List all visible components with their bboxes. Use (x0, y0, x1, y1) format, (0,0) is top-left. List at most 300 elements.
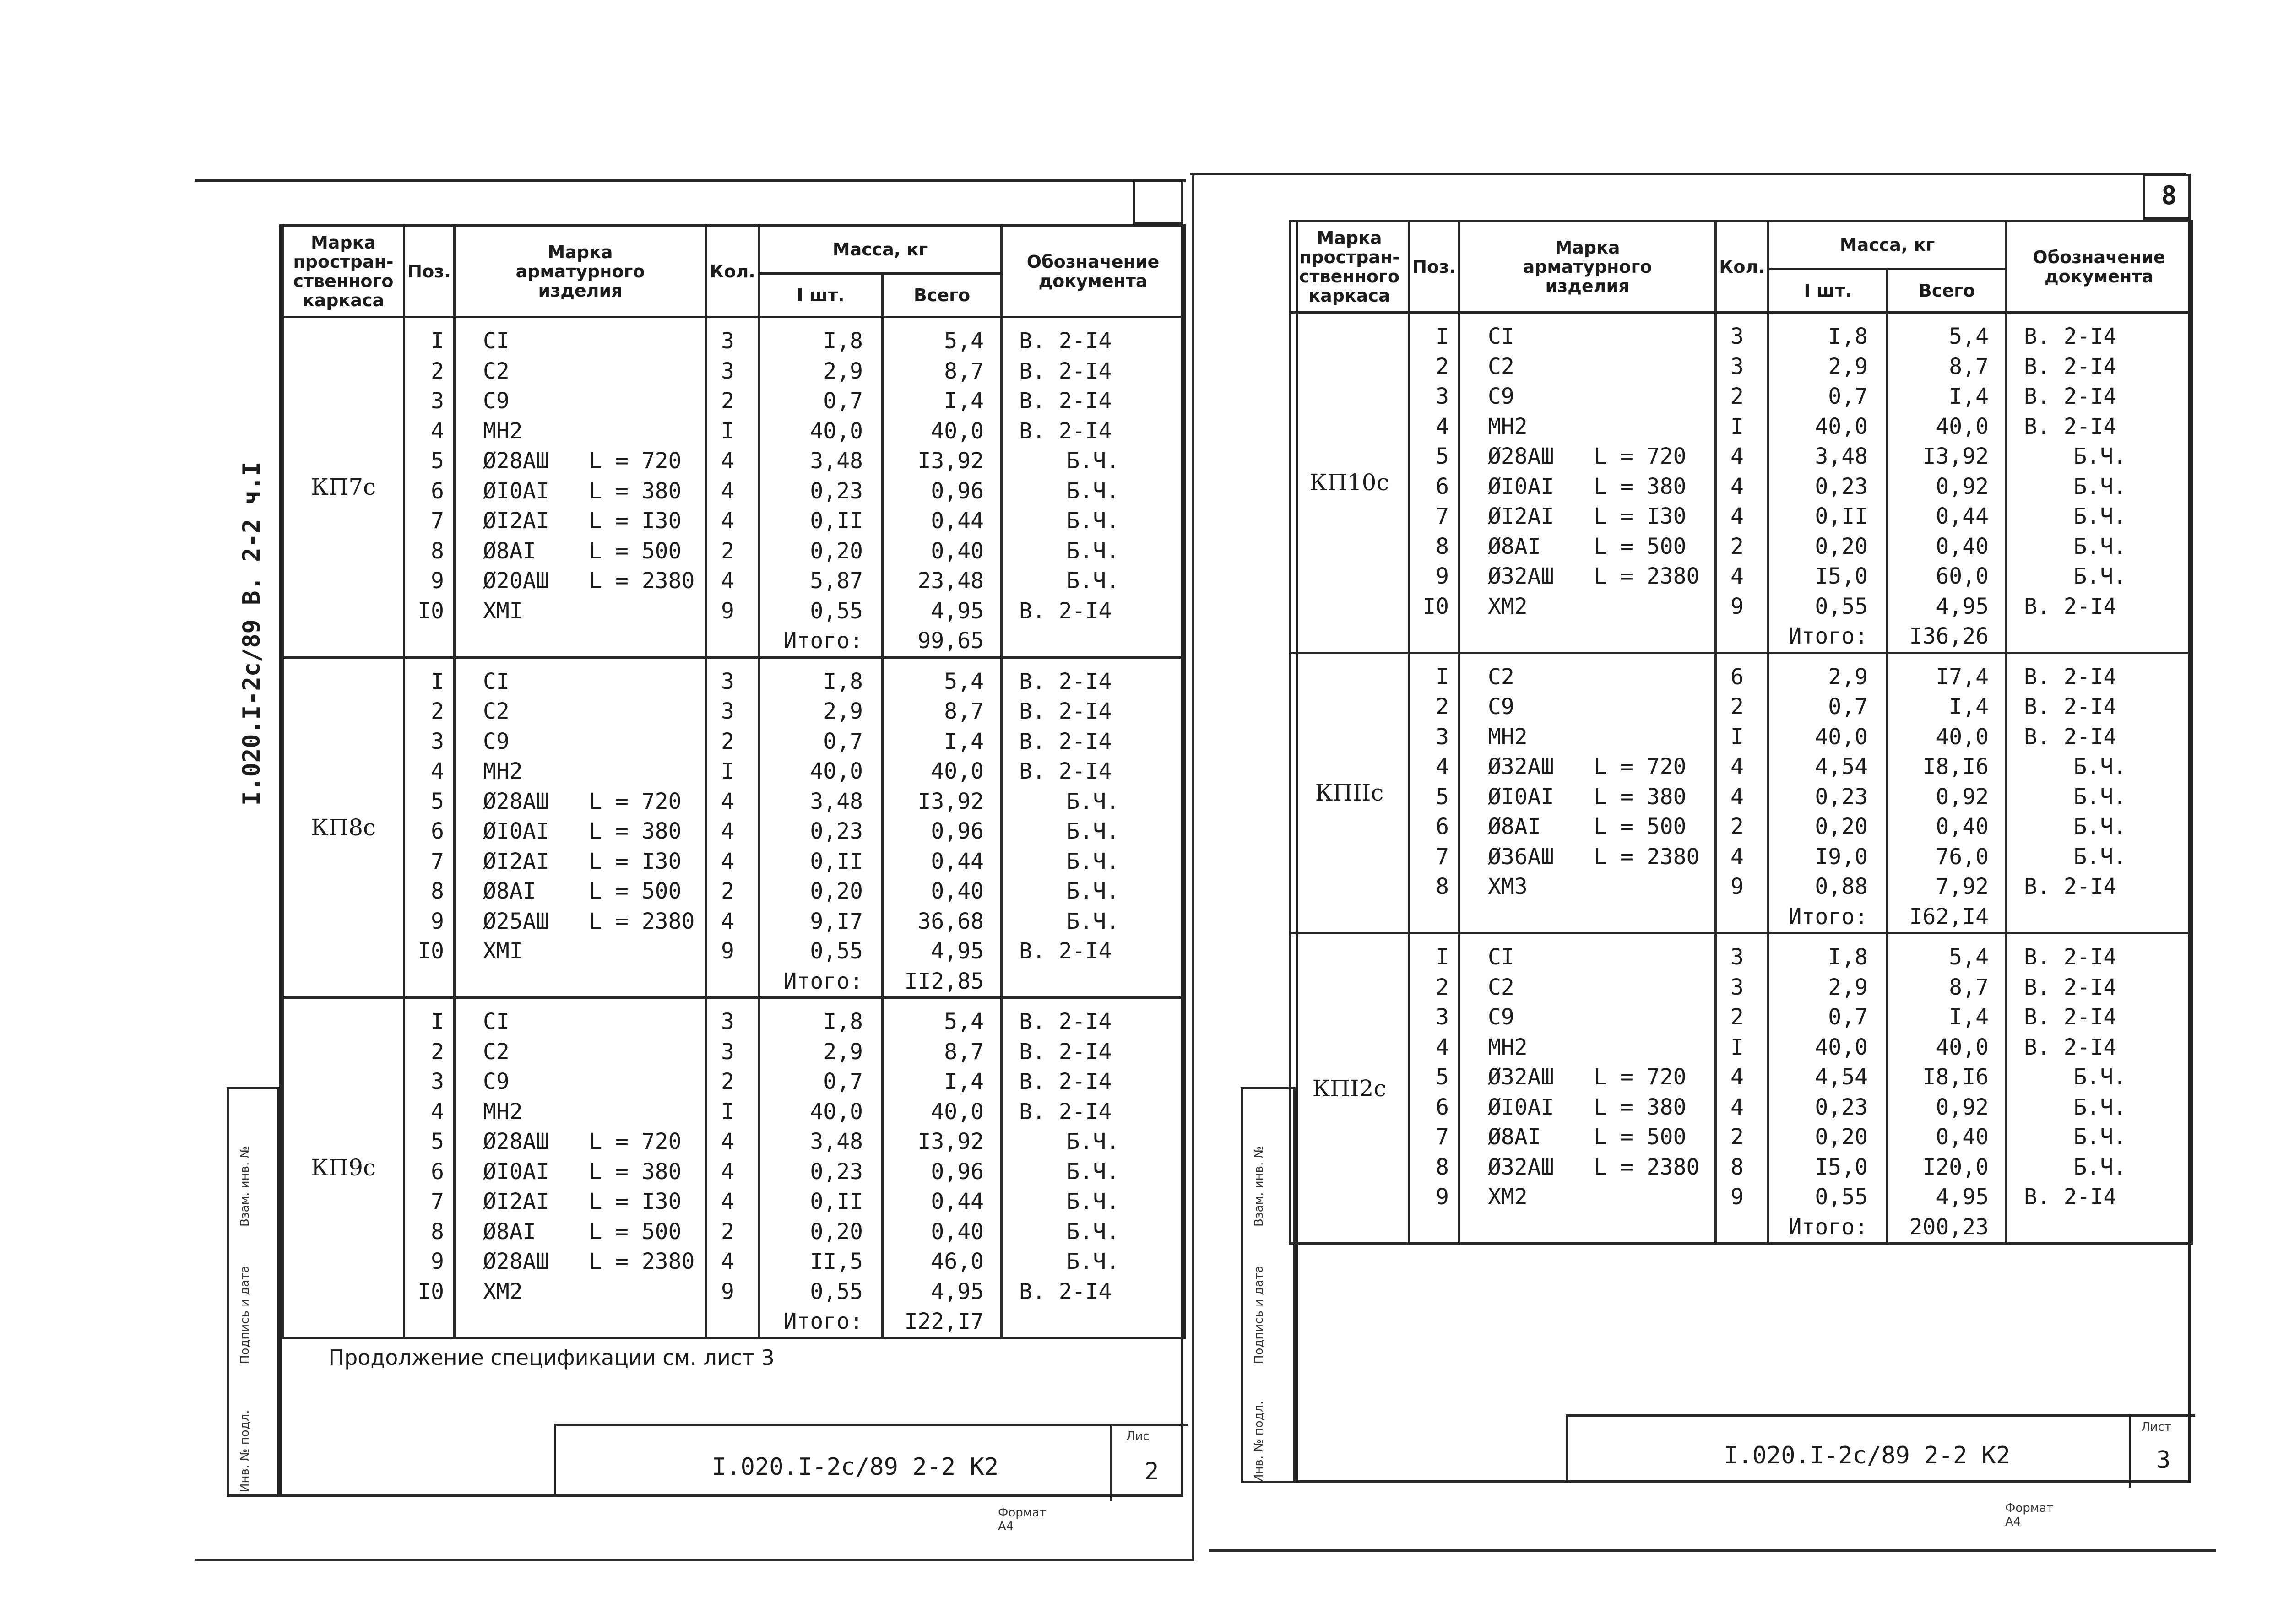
group-mark: КП10с (1290, 313, 1409, 653)
cell-text: 0,7 (823, 1069, 863, 1094)
cell-text: I3,92 (917, 448, 984, 474)
cell-text (1410, 902, 1458, 932)
group-mark: КП8с (283, 657, 404, 998)
cell-text: 4,95 (1936, 593, 1989, 619)
cell-text: 0,55 (1815, 1184, 1868, 1210)
doc-cell (2007, 313, 2192, 653)
cell-text: ХМ3 (1488, 874, 1528, 899)
cell-text: 4 (721, 1249, 734, 1274)
cell-text: 40,0 (931, 758, 984, 784)
cell-text: 2 (1730, 1124, 1744, 1150)
left-format: Формат А4 (998, 1506, 1047, 1533)
cell-text: Б.Ч. (1066, 818, 1119, 844)
right-sheet-box (2129, 1414, 2195, 1488)
cell-text: 4 (1436, 1034, 1449, 1060)
cell-text: 40,0 (810, 758, 863, 784)
right-stamp-column (1241, 1087, 1296, 1483)
cell-text: В. 2-I4 (2024, 413, 2117, 439)
cell-text: 8 (1436, 1154, 1449, 1180)
mass-total-cell (1888, 653, 2007, 933)
cell-text: ØI0АI L = 380 (483, 1158, 682, 1185)
cell-text: 0,23 (1815, 473, 1868, 499)
cell-text: 4 (431, 418, 444, 444)
cell-text: 9 (1730, 874, 1744, 899)
cell-text: С9 (1488, 384, 1514, 409)
cell-text: Б.Ч. (2073, 473, 2126, 499)
cell-text: Ø32АШ L = 2380 (1488, 1154, 1700, 1180)
cell-text: Б.Ч. (1066, 568, 1119, 594)
left-title-block (554, 1424, 1183, 1497)
mass-one-cell (1768, 933, 1888, 1244)
cell-text: МН2 (1488, 724, 1528, 750)
cell-text: В. 2-I4 (2024, 353, 2117, 379)
cell-text: 2 (1730, 1004, 1744, 1030)
cell-text (2007, 622, 2191, 652)
group-row (1290, 313, 2192, 653)
cell-text: Б.Ч. (2073, 1154, 2126, 1180)
pos-cell (1409, 933, 1459, 1244)
cell-text: 4 (721, 1129, 734, 1154)
cell-text (707, 967, 758, 997)
cell-text: II2,85 (904, 968, 984, 994)
pos-cell (404, 657, 455, 998)
cell-text: I22,I7 (904, 1309, 984, 1334)
cell-text: 4 (721, 1158, 734, 1185)
cell-text: СI (483, 328, 510, 354)
cell-text: I0 (418, 1278, 444, 1305)
cell-text: В. 2-I4 (1019, 598, 1112, 624)
cell-text: 2 (721, 878, 734, 904)
cell-text: 4 (1730, 1094, 1744, 1120)
cell-text: Б.Ч. (1066, 848, 1119, 874)
cell-text: 40,0 (1936, 724, 1989, 750)
mass-one-cell (759, 657, 883, 998)
qty-cell (1716, 313, 1768, 653)
cell-text (456, 626, 705, 656)
cell-text: ХМI (483, 938, 523, 964)
cell-text: I (721, 1099, 734, 1125)
cell-text: В. 2-I4 (1019, 758, 1112, 784)
cell-text: 7 (1436, 503, 1449, 529)
cell-text: В. 2-I4 (1019, 1009, 1112, 1034)
cell-text: 3 (431, 388, 444, 414)
cell-text: С2 (1488, 353, 1514, 379)
cell-text: 2,9 (1828, 974, 1868, 1000)
mass-total-cell (883, 998, 1002, 1338)
cell-text: В. 2-I4 (1019, 938, 1112, 964)
mass-total-cell (883, 657, 1002, 998)
cell-text: I0 (1422, 593, 1449, 619)
left-doc-code: I.020.I-2с/89 2-2 К2 (712, 1453, 999, 1481)
cell-text: 3 (1436, 724, 1449, 750)
cell-text: I (721, 758, 734, 784)
cell-text: Итого: (783, 968, 863, 994)
cell-text: 3 (431, 728, 444, 754)
group-row (283, 998, 1185, 1338)
mass-one-cell (1768, 653, 1888, 933)
cell-text: Итого: (1788, 623, 1868, 649)
doc-cell (2007, 653, 2192, 933)
cell-text: В. 2-I4 (1019, 698, 1112, 724)
cell-text (456, 967, 705, 997)
cell-text: Ø8АI L = 500 (1488, 1124, 1687, 1150)
cell-text: Б.Ч. (1066, 878, 1119, 904)
cell-text: 3,48 (810, 788, 863, 814)
cell-text: I,8 (823, 1009, 863, 1034)
cell-text: I,4 (1949, 1004, 1989, 1030)
cell-text: 3 (721, 328, 734, 354)
right-title-block (1566, 1414, 2191, 1483)
cell-text: 0,40 (931, 878, 984, 904)
cell-text: Итого: (783, 628, 863, 654)
cell-text: 4 (1436, 413, 1449, 439)
cell-text: 3,48 (1815, 444, 1868, 469)
header-one: I шт. (759, 274, 883, 317)
header-mark-frame: Марка простран- ственного каркаса (283, 226, 404, 317)
cell-text: В. 2-I4 (1019, 1099, 1112, 1125)
cell-text: 0,20 (810, 1218, 863, 1245)
cell-text: Б.Ч. (2073, 814, 2126, 839)
right-sheet-no: 3 (2156, 1446, 2171, 1474)
cell-text: Б.Ч. (2073, 444, 2126, 469)
right-corner-number: 8 (2161, 181, 2177, 211)
cell-text: 7 (431, 848, 444, 874)
cell-text: 0,96 (931, 478, 984, 504)
cell-text: С9 (483, 728, 510, 754)
cell-text: 5,4 (944, 328, 984, 354)
cell-text: В. 2-I4 (2024, 694, 2117, 720)
cell-text: 200,23 (1909, 1214, 1989, 1240)
cell-text: I20,0 (1922, 1154, 1989, 1180)
cell-text: 4 (1730, 784, 1744, 810)
cell-text: Ø20АШ L = 2380 (483, 568, 695, 594)
cell-text: ØI2АI L = I30 (483, 508, 682, 534)
cell-text: I,4 (944, 728, 984, 754)
cell-text: ØI2АI L = I30 (1488, 503, 1687, 529)
cell-text: 2,9 (1828, 353, 1868, 379)
stamp-label-podpis: Подпись и дата (238, 1265, 252, 1364)
cell-text: I0 (418, 938, 444, 964)
stamp-label-inv: Инв. № подл. (238, 1410, 252, 1492)
qty-cell (1716, 933, 1768, 1244)
cell-text: 40,0 (810, 418, 863, 444)
cell-text: 6 (1730, 664, 1744, 690)
cell-text (1003, 626, 1183, 656)
cell-text: В. 2-I4 (1019, 328, 1112, 354)
cell-text: I0 (418, 598, 444, 624)
cell-text: 0,55 (1815, 593, 1868, 619)
cell-text: 6 (431, 1158, 444, 1185)
cell-text: 3 (431, 1069, 444, 1094)
cell-text: I36,26 (1909, 623, 1989, 649)
left-continuation-row (283, 1338, 1185, 1379)
cell-text: В. 2-I4 (2024, 593, 2117, 619)
cell-text: 2 (721, 728, 734, 754)
group-mark: КП9с (283, 998, 404, 1338)
left-spec-table (282, 224, 1186, 1379)
cell-text: 0,40 (931, 1218, 984, 1245)
cell-text: 2 (721, 388, 734, 414)
cell-text: 7 (431, 508, 444, 534)
cell-text: 3,48 (810, 1129, 863, 1154)
cell-text: 40,0 (1936, 413, 1989, 439)
cell-text: 4 (721, 568, 734, 594)
doc-cell (1002, 317, 1185, 658)
cell-text: 5 (1436, 444, 1449, 469)
cell-text: I3,92 (1922, 444, 1989, 469)
cell-text: С9 (483, 388, 510, 414)
cell-text: 4 (721, 1189, 734, 1214)
group-row (1290, 933, 2192, 1244)
mass-total-cell (1888, 313, 2007, 653)
cell-text: Б.Ч. (2073, 503, 2126, 529)
group-mark: КП7с (283, 317, 404, 658)
cell-text (1717, 622, 1767, 652)
cell-text: 2 (1730, 694, 1744, 720)
cell-text: 99,65 (917, 628, 984, 654)
cell-text: I (1730, 724, 1744, 750)
cell-text: МН2 (483, 758, 523, 784)
cell-text: 0,II (810, 508, 863, 534)
stamp-label-podpis: Подпись и дата (1252, 1265, 1266, 1364)
cell-text: 60,0 (1936, 563, 1989, 589)
cell-text: Б.Ч. (2073, 754, 2126, 780)
cell-text (1717, 902, 1767, 932)
cell-text (2007, 902, 2191, 932)
cell-text: Б.Ч. (1066, 538, 1119, 564)
cell-text: I9,0 (1815, 844, 1868, 870)
cell-text: 4 (721, 848, 734, 874)
header-qty: Кол. (706, 226, 759, 317)
cell-text: Ø8АI L = 500 (483, 538, 682, 564)
cell-text: I3,92 (917, 1129, 984, 1154)
cell-text: 9 (431, 1249, 444, 1274)
header-mark-item: Марка арматурного изделия (1459, 221, 1716, 313)
cell-text: 4 (721, 448, 734, 474)
cell-text: ØI0АI L = 380 (1488, 473, 1687, 499)
cell-text: I,8 (823, 668, 863, 694)
cell-text: I,4 (1949, 694, 1989, 720)
cell-text: С9 (1488, 1004, 1514, 1030)
cell-text: ØI0АI L = 380 (483, 478, 682, 504)
cell-text: 0,23 (810, 478, 863, 504)
cell-text: 9 (721, 938, 734, 964)
pos-cell (404, 317, 455, 658)
cell-text: Б.Ч. (2073, 533, 2126, 559)
cell-text: 46,0 (931, 1249, 984, 1274)
cell-text: 0,40 (931, 538, 984, 564)
cell-text: 0,44 (931, 1189, 984, 1214)
cell-text: I (1436, 324, 1449, 349)
header-total: Всего (1888, 269, 2007, 313)
cell-text: 9,I7 (810, 908, 863, 934)
cell-text: 7 (431, 1189, 444, 1214)
cell-text: 5,87 (810, 568, 863, 594)
mass-one-cell (1768, 313, 1888, 653)
cell-text: СI (483, 1009, 510, 1034)
cell-text: 0,7 (1828, 694, 1868, 720)
cell-text: 4 (721, 508, 734, 534)
doc-cell (2007, 933, 2192, 1244)
cell-text: 2 (1730, 384, 1744, 409)
cell-text: Б.Ч. (1066, 478, 1119, 504)
cell-text: 5,4 (1949, 324, 1989, 349)
cell-text: 4 (721, 818, 734, 844)
cell-text: Б.Ч. (2073, 1124, 2126, 1150)
cell-text: ØI2АI L = I30 (483, 848, 682, 874)
cell-text: 4 (721, 788, 734, 814)
cell-text: 7,92 (1936, 874, 1989, 899)
cell-text: 6 (431, 478, 444, 504)
cell-text: I (431, 668, 444, 694)
left-groups (283, 317, 1185, 1338)
group-mark: КПI2с (1290, 933, 1409, 1244)
cell-text: 0,92 (1936, 473, 1989, 499)
cell-text: 0,40 (1936, 814, 1989, 839)
cell-text (456, 1307, 705, 1337)
cell-text: 8 (431, 538, 444, 564)
cell-text: 4,95 (931, 1278, 984, 1305)
left-sheet-box (1110, 1424, 1188, 1501)
cell-text: 0,55 (810, 1278, 863, 1305)
cell-text: I8,I6 (1922, 754, 1989, 780)
cell-text: Б.Ч. (1066, 1218, 1119, 1245)
cell-text: 40,0 (931, 418, 984, 444)
cell-text: 40,0 (1815, 724, 1868, 750)
cell-text: 3 (721, 668, 734, 694)
item-mark-cell (1459, 653, 1716, 933)
right-format: Формат А4 (2005, 1501, 2054, 1529)
cell-text: 0,23 (1815, 1094, 1868, 1120)
cell-text (405, 626, 453, 656)
cell-text: 9 (1730, 593, 1744, 619)
cell-text: 6 (1436, 814, 1449, 839)
cell-text: 8 (1436, 874, 1449, 899)
cell-text: ХМ2 (1488, 1184, 1528, 1210)
cell-text: 0,20 (1815, 814, 1868, 839)
stamp-label-vzam: Взам. инв. № (1252, 1146, 1266, 1227)
cell-text: 2 (721, 1069, 734, 1094)
item-mark-cell (1459, 933, 1716, 1244)
cell-text (1460, 622, 1714, 652)
cell-text: 9 (1436, 1184, 1449, 1210)
cell-text (1003, 1307, 1183, 1337)
cell-text: 9 (431, 568, 444, 594)
cell-text: 0,92 (1936, 1094, 1989, 1120)
cell-text: 2 (721, 538, 734, 564)
group-row (283, 317, 1185, 658)
cell-text: Б.Ч. (1066, 448, 1119, 474)
item-mark-cell (455, 657, 706, 998)
cell-text: Б.Ч. (1066, 1189, 1119, 1214)
cell-text: 0,44 (931, 848, 984, 874)
cell-text: 8,7 (944, 358, 984, 384)
cell-text: Итого: (1788, 904, 1868, 930)
cell-text: В. 2-I4 (1019, 1039, 1112, 1065)
cell-text: I62,I4 (1909, 904, 1989, 930)
cell-text: 4 (1730, 444, 1744, 469)
qty-cell (706, 998, 759, 1338)
cell-text: Ø28АШ L = 720 (1488, 444, 1687, 469)
cell-text: С2 (1488, 974, 1514, 1000)
cell-text (707, 626, 758, 656)
cell-text: 0,20 (1815, 533, 1868, 559)
cell-text: 40,0 (1815, 1034, 1868, 1060)
cell-text: I5,0 (1815, 1154, 1868, 1180)
cell-text: 5,4 (944, 668, 984, 694)
cell-text: 0,23 (810, 1158, 863, 1185)
cell-text: ØI2АI L = I30 (483, 1189, 682, 1214)
cell-text: В. 2-I4 (2024, 724, 2117, 750)
cell-text: 36,68 (917, 908, 984, 934)
cell-text: ХМ2 (483, 1278, 523, 1305)
cell-text: Ø28АШ L = 720 (483, 1129, 682, 1154)
stamp-label-inv: Инв. № подл. (1252, 1401, 1266, 1483)
bottom-rule-right (1209, 1549, 2216, 1552)
cell-text: В. 2-I4 (1019, 1278, 1112, 1305)
cell-text: С2 (1488, 664, 1514, 690)
cell-text: Ø25АШ L = 2380 (483, 908, 695, 934)
cell-text: 3 (721, 698, 734, 724)
cell-text: МН2 (1488, 413, 1528, 439)
cell-text: СI (1488, 944, 1514, 970)
cell-text: 4 (1730, 844, 1744, 870)
cell-text (1410, 1213, 1458, 1243)
cell-text: 7 (1436, 844, 1449, 870)
cell-text: 3 (721, 1039, 734, 1065)
header-doc: Обозначение документа (1002, 226, 1185, 317)
cell-text: I8,I6 (1922, 1064, 1989, 1090)
cell-text: Б.Ч. (2073, 1064, 2126, 1090)
cell-text: 76,0 (1936, 844, 1989, 870)
cell-text (1460, 1213, 1714, 1243)
cell-text (1717, 1213, 1767, 1243)
cell-text: I,4 (944, 1069, 984, 1094)
left-sheet-no: 2 (1144, 1458, 1159, 1485)
cell-text: 5 (431, 788, 444, 814)
pos-cell (404, 998, 455, 1338)
doc-cell (1002, 657, 1185, 998)
cell-text: 2 (1436, 353, 1449, 379)
cell-text: 40,0 (810, 1099, 863, 1125)
cell-text: 2 (431, 698, 444, 724)
cell-text: 3 (1730, 974, 1744, 1000)
cell-text: I,4 (1949, 384, 1989, 409)
cell-text (707, 1307, 758, 1337)
cell-text (1003, 967, 1183, 997)
cell-text: 6 (431, 818, 444, 844)
cell-text: 3 (1730, 324, 1744, 349)
cell-text (1410, 622, 1458, 652)
cell-text: Б.Ч. (2073, 784, 2126, 810)
cell-text (1460, 902, 1714, 932)
cell-text: I,8 (1828, 944, 1868, 970)
center-fold (1192, 174, 1194, 1561)
item-mark-cell (455, 317, 706, 658)
cell-text: Ø8АI L = 500 (1488, 533, 1687, 559)
cell-text: 4,95 (1936, 1184, 1989, 1210)
cell-text: 9 (721, 598, 734, 624)
cell-text: 2 (1436, 694, 1449, 720)
cell-text: 5 (1436, 784, 1449, 810)
cell-text: В. 2-I4 (1019, 358, 1112, 384)
left-top-corner-box (1133, 179, 1183, 224)
cell-text: 0,II (810, 848, 863, 874)
cell-text: 3 (1436, 1004, 1449, 1030)
item-mark-cell (455, 998, 706, 1338)
cell-text: ХМI (483, 598, 523, 624)
group-row (283, 657, 1185, 998)
